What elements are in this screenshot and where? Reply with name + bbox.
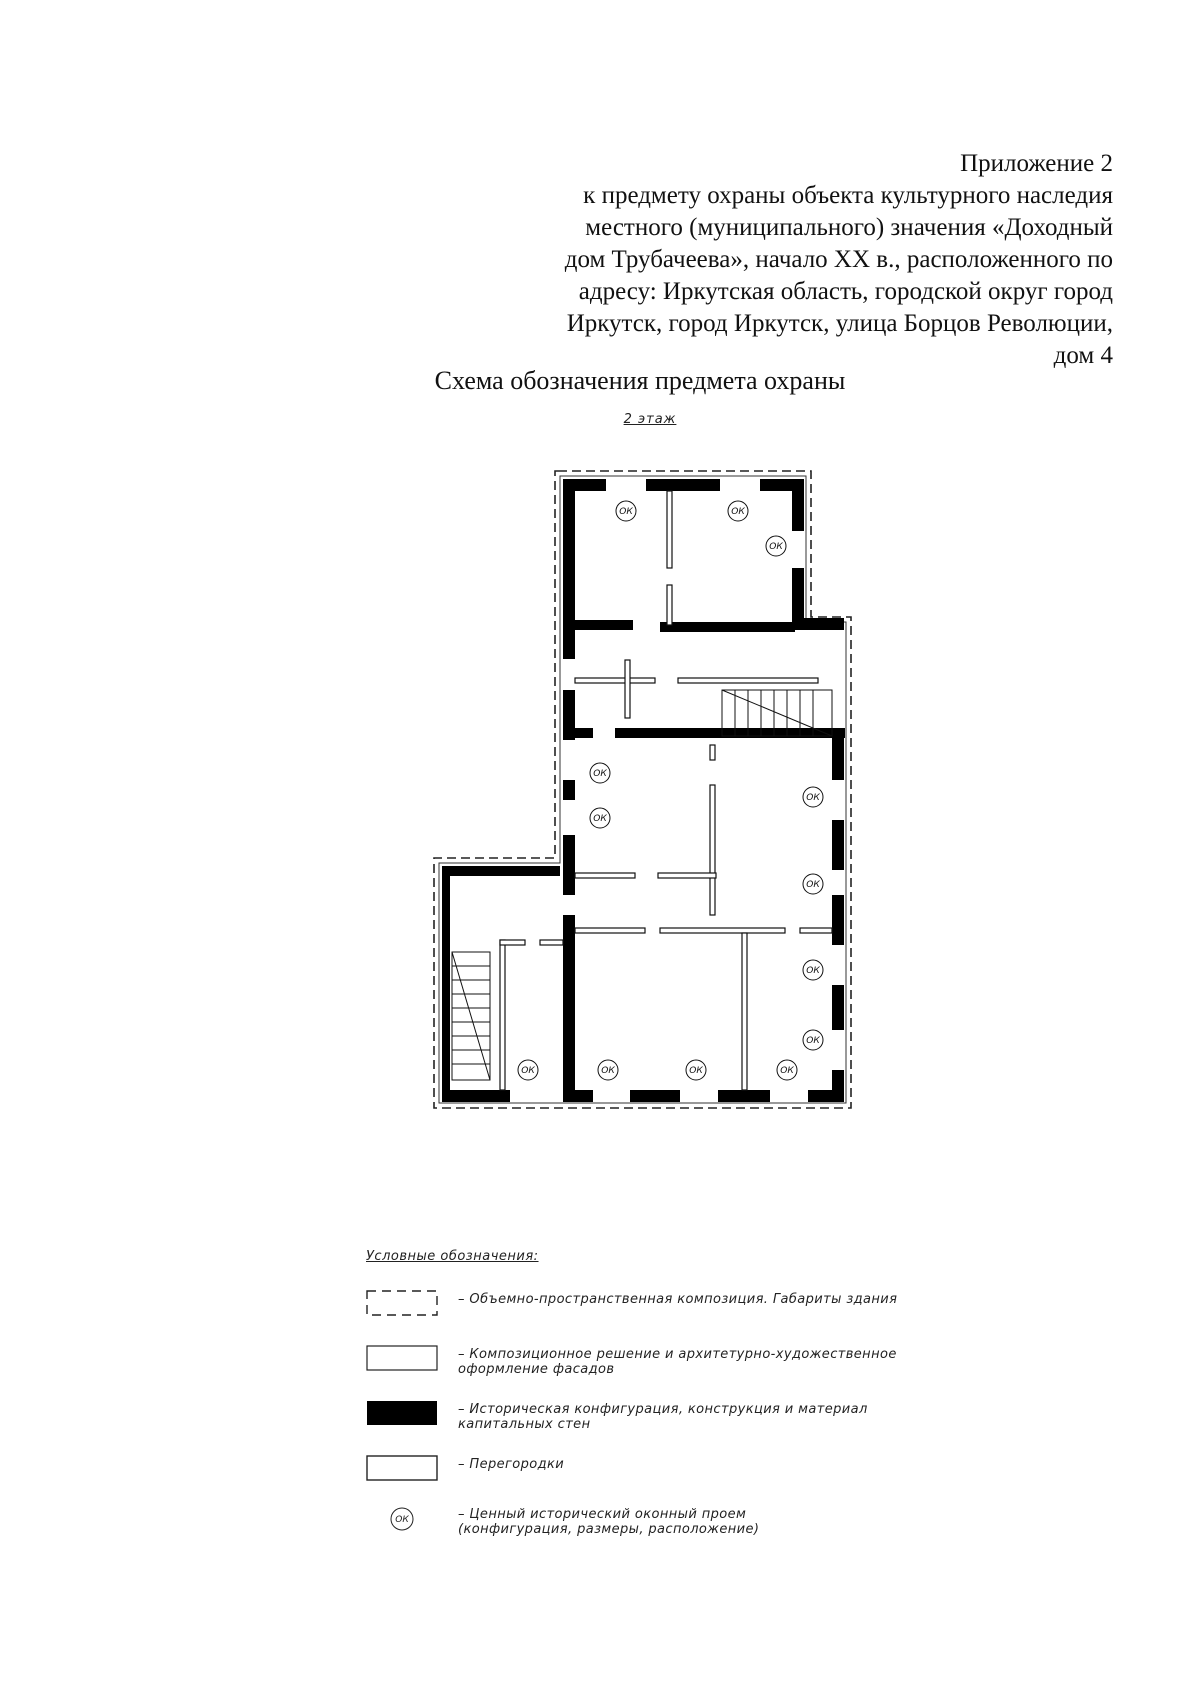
scheme-title: Схема обозначения предмета охраны (434, 366, 846, 395)
legend-item-dashed (366, 1290, 986, 1330)
legend-item-text-2: оформление фасадов (458, 1362, 615, 1377)
ok-marker (598, 1060, 618, 1080)
legend-item-text-2: капитальных стен (458, 1417, 591, 1432)
ok-marker-label: ОК (593, 814, 607, 824)
ok-symbol-label: ОК (395, 1515, 409, 1525)
solid-black-symbol (366, 1400, 438, 1426)
legend-item-partitions (366, 1455, 986, 1495)
ok-marker (518, 1060, 538, 1080)
ok-marker-label: ОК (769, 542, 783, 552)
legend-item-text: – Композиционное решение и архитетурно-художественное (458, 1347, 897, 1362)
ok-marker (590, 763, 610, 783)
ok-marker-label: ОК (806, 880, 820, 890)
ok-marker (803, 960, 823, 980)
legend-title: Условные обозначения: (366, 1249, 539, 1264)
ok-marker (616, 501, 636, 521)
legend-item-text: – Объемно-пространственная композиция. Габариты здания (458, 1292, 898, 1307)
ok-marker-label: ОК (731, 507, 745, 517)
floor-label: 2 этаж (623, 412, 677, 427)
partitions (500, 491, 832, 1090)
partition-outline-symbol (366, 1455, 438, 1481)
ok-circle-symbol (366, 1505, 438, 1531)
header-line-7: дом 4 (1053, 342, 1113, 369)
ok-marker (803, 874, 823, 894)
header-line-2: к предмету охраны объекта культурного наследия (583, 182, 1113, 209)
legend-item-facade (366, 1345, 986, 1385)
ok-marker-label: ОК (601, 1066, 615, 1076)
ok-marker (803, 787, 823, 807)
dashed-outline-symbol (366, 1290, 438, 1316)
ok-marker-label: ОК (593, 769, 607, 779)
ok-marker (590, 808, 610, 828)
header-line-1: Приложение 2 (960, 150, 1113, 177)
header-line-6: Иркутск, город Иркутск, улица Борцов Революции, (566, 310, 1113, 337)
ok-marker-label: ОК (806, 1036, 820, 1046)
legend-item-text-2: (конфигурация, размеры, расположение) (458, 1522, 760, 1537)
ok-marker (803, 1030, 823, 1050)
ok-marker (686, 1060, 706, 1080)
dashed-building-outline (434, 471, 851, 1108)
ok-marker-label: ОК (806, 793, 820, 803)
legend-item-windows (366, 1505, 986, 1545)
ok-marker-label: ОК (689, 1066, 703, 1076)
legend-item-text: – Перегородки (458, 1457, 565, 1472)
legend-item-text: – Историческая конфигурация, конструкция и материал (458, 1402, 868, 1417)
ok-marker-label: ОК (521, 1066, 535, 1076)
ok-marker (728, 501, 748, 521)
header-line-3: местного (муниципального) значения «Доходный (585, 214, 1113, 241)
header-line-4: дом Трубачеева», начало XX в., расположенного по (564, 246, 1113, 273)
stairs-annex (452, 952, 490, 1080)
legend-item-text: – Ценный исторический оконный проем (458, 1507, 747, 1522)
legend-item-walls (366, 1400, 986, 1440)
ok-marker-label: ОК (806, 966, 820, 976)
ok-marker (766, 536, 786, 556)
thin-outline-symbol (366, 1345, 438, 1371)
header-line-5: адресу: Иркутская область, городской округ город (578, 278, 1113, 305)
ok-marker-label: ОК (619, 507, 633, 517)
ok-marker-label: ОК (780, 1066, 794, 1076)
ok-marker (777, 1060, 797, 1080)
